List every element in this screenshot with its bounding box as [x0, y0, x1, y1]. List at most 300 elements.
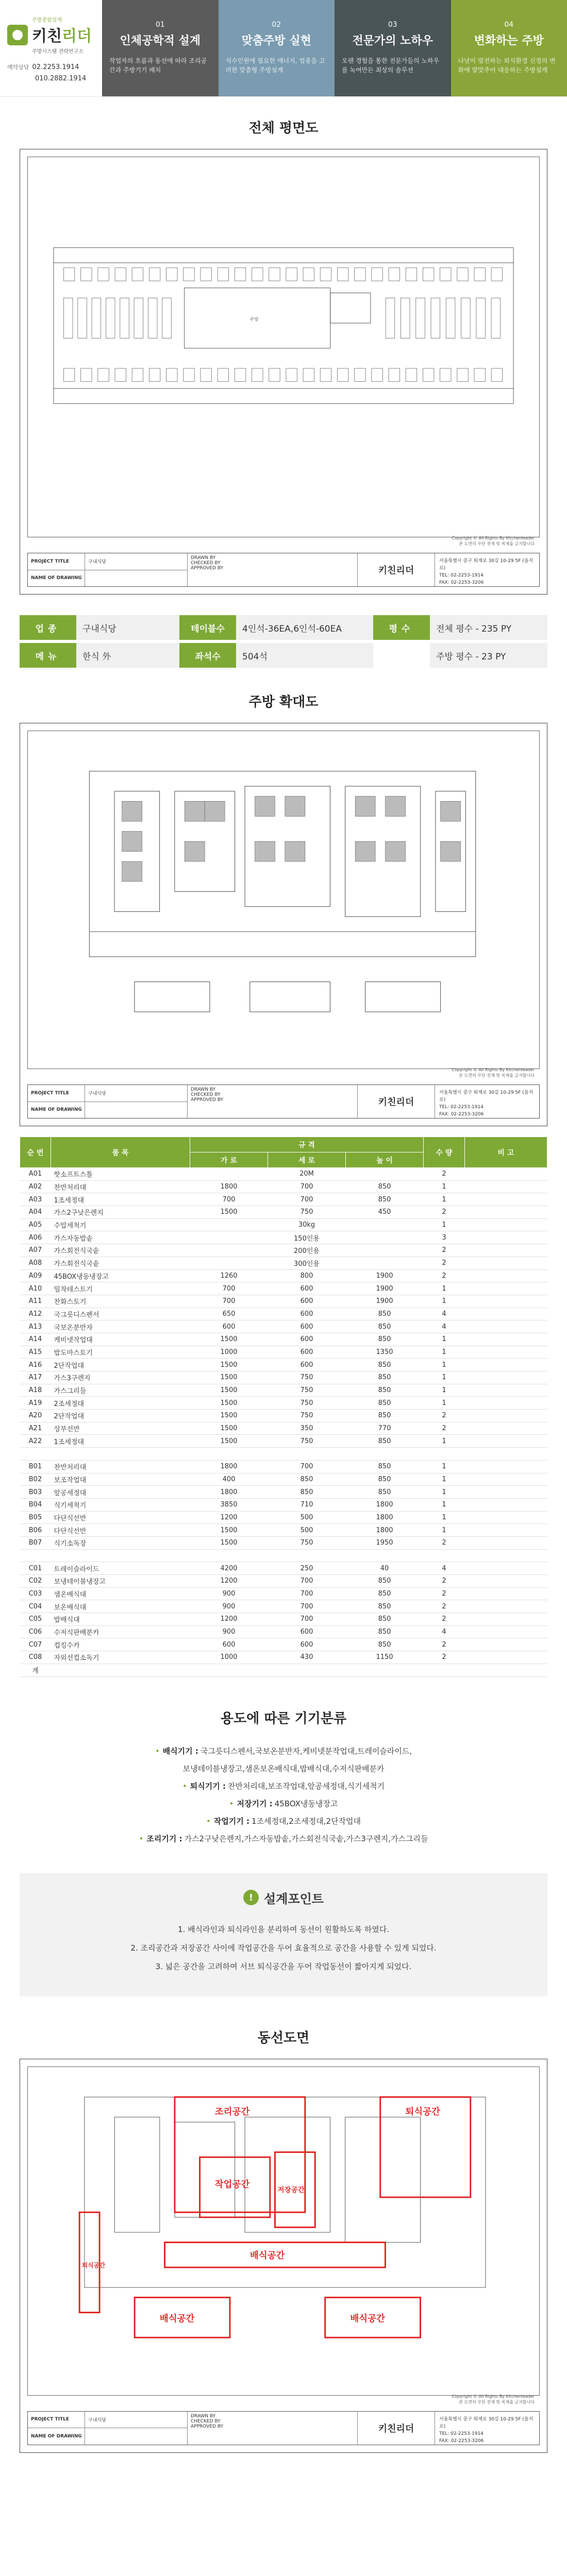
cell-w: 650: [190, 1308, 268, 1320]
bullet-icon: •: [229, 1799, 234, 1808]
cell-d: 500: [268, 1511, 346, 1524]
cell-item: 식기소독장: [51, 1536, 190, 1549]
cell-no: C02: [20, 1575, 51, 1588]
cell-qty: 4: [424, 1625, 465, 1638]
cell-d: 430: [268, 1651, 346, 1664]
cell-qty: 1: [424, 1473, 465, 1486]
section-title-overall-plan: 전체 평면도: [248, 121, 319, 136]
dining-table: [406, 268, 416, 281]
cell-item: 컵킹수카: [51, 1638, 190, 1651]
label-sub-dish: 퇴식공간: [82, 2261, 106, 2269]
cell-qty: 4: [424, 1562, 465, 1575]
info-row-1: [20, 615, 547, 640]
title-block-contact: [435, 1085, 539, 1118]
equipment-unit: [386, 796, 406, 817]
th-no: 순 번: [20, 1137, 51, 1168]
cell-note: [465, 1359, 547, 1371]
dining-table: [476, 298, 486, 338]
equipment-unit: [122, 801, 142, 821]
tb-tel: TEL: 02-2253-1914: [439, 573, 483, 578]
cell-item: 밥도마스토기: [51, 1346, 190, 1359]
title-block-left: [28, 553, 188, 586]
cell-d: 700: [268, 1613, 346, 1626]
cell-note: [465, 1244, 547, 1257]
tb-row-project: [28, 1085, 187, 1102]
cell-qty: 1: [424, 1397, 465, 1410]
cell-w: 1000: [190, 1346, 268, 1359]
cell-d: 850: [268, 1473, 346, 1486]
cell-item: 가스자동밥솥: [51, 1231, 190, 1244]
info-value-seats: 504석: [236, 643, 373, 668]
panel-title: 전문가의 노하우: [352, 35, 433, 47]
cell-qty: 2: [424, 1168, 465, 1181]
dining-table: [184, 268, 194, 281]
dining-table: [218, 368, 228, 381]
cell-no: A03: [20, 1193, 51, 1206]
cell-qty: 2: [424, 1600, 465, 1613]
tb-fax: FAX: 02-2253-3206: [439, 2438, 484, 2444]
section-title-flow-plan: 동선도면: [257, 2030, 310, 2046]
cell-note: [465, 1218, 547, 1231]
table-row: [20, 1231, 547, 1244]
cell-note: [465, 1498, 547, 1511]
project-title-value: 구내식당: [85, 1085, 187, 1101]
table-row: [20, 1295, 547, 1308]
dining-table: [162, 298, 172, 338]
cell-item: 보온배식대: [51, 1600, 190, 1613]
copyright-line-1: Copyright © All Rights By Kitchenleader: [452, 536, 535, 540]
cell-no: A15: [20, 1346, 51, 1359]
cell-h: 850: [346, 1308, 424, 1320]
title-block: [27, 2411, 540, 2445]
cell-note: [465, 1473, 547, 1486]
cell-h: 850: [346, 1193, 424, 1206]
dining-table: [372, 368, 382, 381]
table-row: [20, 1460, 547, 1473]
tb-row-drawing: [28, 1102, 187, 1118]
tb-address: 서울특별시 중구 퇴계로 30길 10-29 5F (을지로): [439, 1090, 533, 1103]
bullet-icon: •: [139, 1834, 144, 1843]
tb-row-project: [28, 553, 187, 570]
cell-note: [465, 1231, 547, 1244]
cell-no: A18: [20, 1384, 51, 1397]
brand-subtitle: 주방시스템 전략연구소: [32, 49, 84, 55]
cell-h: 850: [346, 1397, 424, 1410]
drawing-name-label: NAME OF DRAWING: [31, 1107, 82, 1113]
cell-w: 1800: [190, 1486, 268, 1499]
cell-h: [346, 1218, 424, 1231]
cell-w: 400: [190, 1473, 268, 1486]
cell-note: [465, 1664, 547, 1676]
design-points-heading: 설계포인트: [264, 1891, 324, 1906]
table-row: [20, 1638, 547, 1651]
cell-no: C01: [20, 1562, 51, 1575]
dining-table: [355, 368, 365, 381]
cell-note: [465, 1638, 547, 1651]
equipment-unit: [255, 796, 275, 817]
cell-qty: 1: [424, 1193, 465, 1206]
drawing-area: [27, 2066, 540, 2396]
bullet-icon: •: [182, 1781, 187, 1791]
panel-title: 변화하는 주방: [474, 35, 544, 47]
dining-table: [149, 368, 160, 381]
cell-no: A04: [20, 1206, 51, 1219]
cell-note: [465, 1422, 547, 1435]
cell-no: A20: [20, 1410, 51, 1422]
table-row: [20, 1511, 547, 1524]
dining-table: [286, 368, 297, 381]
cell-d: [268, 1664, 346, 1676]
dining-table: [166, 268, 177, 281]
copyright-line-2: 본 도면의 무단 전재 및 복제를 금지합니다: [459, 2399, 535, 2404]
table-row: [20, 1320, 547, 1333]
panel-title: 맞춤주방 실현: [241, 35, 311, 47]
title-block-mid: [188, 553, 358, 586]
cell-h: [346, 1257, 424, 1269]
dining-table: [92, 298, 101, 338]
cell-item: 트레이슬라이드: [51, 1562, 190, 1575]
cell-h: 850: [346, 1371, 424, 1384]
cell-d: 700: [268, 1575, 346, 1588]
cell-no: A14: [20, 1333, 51, 1346]
cell-no: A16: [20, 1359, 51, 1371]
cell-d: 350: [268, 1422, 346, 1435]
panel-number: 02: [272, 21, 281, 29]
cell-d: 600: [268, 1308, 346, 1320]
tb-company: 키친리더: [378, 1097, 414, 1108]
panel-title: 인체공학적 설계: [120, 35, 201, 47]
cell-h: 850: [346, 1473, 424, 1486]
cell-d: 20M: [268, 1168, 346, 1181]
dining-table: [134, 298, 143, 338]
copyright: [452, 535, 535, 547]
cell-item: [51, 1664, 190, 1676]
cell-d: 30kg: [268, 1218, 346, 1231]
cell-item: 가스3구렌지: [51, 1371, 190, 1384]
dining-table: [218, 268, 228, 281]
label-serve-left: 배식공간: [159, 2313, 195, 2324]
phone-2[interactable]: 010.2882.1914: [35, 75, 87, 82]
cell-qty: 1: [424, 1180, 465, 1193]
cell-qty: 1: [424, 1511, 465, 1524]
tb-checked: CHECKED BY: [191, 2418, 221, 2424]
equipment-unit: [285, 841, 305, 861]
label-serve-right: 배식공간: [350, 2313, 385, 2324]
classification-key: 작업기기 :: [213, 1816, 249, 1826]
cell-d: 850: [268, 1486, 346, 1499]
dining-table: [303, 268, 314, 281]
equipment-unit: [122, 832, 142, 852]
cell-h: 850: [346, 1410, 424, 1422]
cell-qty: [424, 1549, 465, 1562]
cell-qty: 2: [424, 1575, 465, 1588]
label-store: 저장공간: [277, 2185, 305, 2194]
cell-item: 식기세척기: [51, 1498, 190, 1511]
dining-table: [406, 368, 416, 381]
cell-w: 600: [190, 1638, 268, 1651]
cell-w: 4200: [190, 1562, 268, 1575]
flow-plan-drawing: [20, 2059, 547, 2453]
cell-w: 1500: [190, 1536, 268, 1549]
tb-tel: TEL: 02-2253-1914: [439, 2431, 483, 2436]
dining-table: [252, 268, 263, 281]
classification-item: [0, 1830, 567, 1848]
info-value-kitchen-area: 주방 평수 - 23 PY: [430, 643, 547, 668]
cell-qty: 1: [424, 1384, 465, 1397]
dining-table: [320, 268, 331, 281]
cell-item: 가스회전식국솥: [51, 1244, 190, 1257]
classification-value: 45BOX냉동냉장고: [274, 1799, 338, 1808]
table-row: [20, 1346, 547, 1359]
cell-w: 900: [190, 1600, 268, 1613]
cell-note: [465, 1257, 547, 1269]
cell-item: 다단식선반: [51, 1524, 190, 1537]
classification-item: [0, 1760, 567, 1777]
dining-table: [98, 368, 109, 381]
cell-no: C06: [20, 1625, 51, 1638]
cell-no: [20, 1448, 51, 1461]
cell-item: 샘온배식대: [51, 1587, 190, 1600]
section-title-classification: 용도에 따른 기기분류: [220, 1710, 347, 1726]
info-label-menu: 메뉴: [20, 643, 76, 668]
cell-note: [465, 1613, 547, 1626]
bullet-icon: •: [155, 1746, 160, 1756]
table-row: [20, 1486, 547, 1499]
phone-line-1: [7, 62, 95, 73]
cell-note: [465, 1384, 547, 1397]
cell-note: [465, 1562, 547, 1575]
cell-qty: 1: [424, 1333, 465, 1346]
cell-note: [465, 1460, 547, 1473]
table-row: [20, 1600, 547, 1613]
dining-table: [132, 368, 143, 381]
tb-address: 서울특별시 중구 퇴계로 30길 10-29 5F (을지로): [439, 558, 533, 571]
table-row: [20, 1193, 547, 1206]
cell-qty: 4: [424, 1308, 465, 1320]
drawing-name-value: [85, 1102, 187, 1118]
table-row: [20, 1206, 547, 1219]
copyright: [452, 2394, 535, 2405]
title-block-logo: [358, 553, 435, 586]
panel-number: 03: [388, 21, 397, 29]
classification-value: 국그릇디스펜서,국보온분반자,케비넷분작업대,트레이슬라이드,: [200, 1746, 412, 1756]
equipment-unit: [205, 801, 225, 821]
cell-no: C07: [20, 1638, 51, 1651]
cell-note: [465, 1448, 547, 1461]
cell-qty: 1: [424, 1524, 465, 1537]
cell-h: 850: [346, 1320, 424, 1333]
classification-item: [0, 1812, 567, 1830]
dining-table: [474, 268, 485, 281]
dining-table: [457, 368, 468, 381]
cell-note: [465, 1511, 547, 1524]
classification-key: 배식기기 :: [162, 1746, 198, 1756]
cell-qty: 1: [424, 1460, 465, 1473]
cell-item: 수저식판배분카: [51, 1625, 190, 1638]
tb-checked: CHECKED BY: [191, 1092, 221, 1097]
cell-qty: 2: [424, 1410, 465, 1422]
cell-d: 600: [268, 1282, 346, 1295]
copyright: [452, 1067, 535, 1078]
cell-h: 1800: [346, 1524, 424, 1537]
dining-table: [63, 368, 74, 381]
table-row: [20, 1257, 547, 1269]
drawing-name-value: [85, 570, 187, 587]
cell-note: [465, 1625, 547, 1638]
copyright-line-2: 본 도면의 무단 전재 및 복제를 금지합니다: [459, 541, 535, 546]
equipment-unit: [185, 801, 205, 821]
cell-qty: 1: [424, 1282, 465, 1295]
info-row-2: [20, 643, 547, 668]
cell-item: 밀착테스트기: [51, 1282, 190, 1295]
cell-w: 1200: [190, 1511, 268, 1524]
dining-table: [78, 298, 87, 338]
cell-h: [346, 1549, 424, 1562]
cell-w: 1500: [190, 1384, 268, 1397]
table-row: [20, 1435, 547, 1448]
classification-key: 퇴식기기 :: [190, 1781, 226, 1791]
dining-table: [431, 298, 440, 338]
cell-qty: 2: [424, 1269, 465, 1282]
dining-table: [474, 368, 485, 381]
title-block-mid: [188, 1085, 358, 1118]
cell-h: [346, 1448, 424, 1461]
title-block-contact: [435, 553, 539, 586]
cell-h: 850: [346, 1625, 424, 1638]
equipment-unit: [355, 841, 375, 861]
cell-h: 850: [346, 1613, 424, 1626]
cell-w: [190, 1244, 268, 1257]
cell-note: [465, 1193, 547, 1206]
classification-value: 가스2구낮은렌지,가스자동밥솥,가스회전식국솥,가스3구렌지,가스그리들: [184, 1834, 428, 1843]
project-title-value: 구내식당: [85, 2412, 187, 2428]
cell-no: A06: [20, 1231, 51, 1244]
dining-table: [81, 268, 92, 281]
cell-h: 850: [346, 1575, 424, 1588]
svg-text:주방: 주방: [249, 317, 259, 323]
cell-note: [465, 1651, 547, 1664]
cell-h: 850: [346, 1638, 424, 1651]
dining-table: [235, 268, 245, 281]
cell-d: 700: [268, 1587, 346, 1600]
table-row: [20, 1333, 547, 1346]
dining-table: [416, 298, 425, 338]
flow-plan-svg: [28, 2067, 539, 2395]
cell-item: 보냉테이블냉장고: [51, 1575, 190, 1588]
th-width: 가 로: [190, 1153, 268, 1168]
title-block-mid: [188, 2412, 358, 2445]
cell-w: 1500: [190, 1397, 268, 1410]
cell-no: A07: [20, 1244, 51, 1257]
dining-table: [81, 368, 92, 381]
dining-table: [337, 368, 348, 381]
brand-text: [32, 15, 92, 55]
table-row: [20, 1651, 547, 1664]
kitchen-plan-svg: [28, 731, 539, 1069]
cell-qty: 3: [424, 1231, 465, 1244]
classification-item: [0, 1795, 567, 1812]
cell-h: 850: [346, 1435, 424, 1448]
table-row: [20, 1371, 547, 1384]
cell-item: 45BOX냉동냉장고: [51, 1269, 190, 1282]
brand-name: [32, 23, 92, 46]
table-row: [20, 1575, 547, 1588]
brand-name-a: 키친: [32, 28, 62, 45]
tb-approved: APPROVED BY: [191, 566, 224, 571]
cell-no: A17: [20, 1371, 51, 1384]
cell-h: [346, 1244, 424, 1257]
equipment-unit: [185, 841, 205, 861]
project-title-label: PROJECT TITLE: [31, 558, 70, 564]
dining-table: [491, 268, 502, 281]
phone-1[interactable]: 02.2253.1914: [32, 63, 79, 71]
cell-note: [465, 1410, 547, 1422]
cell-w: 1500: [190, 1359, 268, 1371]
cell-no: C04: [20, 1600, 51, 1613]
cell-w: 1500: [190, 1524, 268, 1537]
classification-list: [0, 1742, 567, 1848]
cell-w: 3850: [190, 1498, 268, 1511]
dining-table: [386, 298, 395, 338]
cell-d: 300인용: [268, 1257, 346, 1269]
tb-approved: APPROVED BY: [191, 1097, 224, 1103]
cell-item: 케비넷작업대: [51, 1333, 190, 1346]
classification-key: 저장기기 :: [237, 1799, 273, 1808]
info-spacer: [373, 643, 430, 668]
cell-no: C08: [20, 1651, 51, 1664]
cell-qty: [424, 1664, 465, 1676]
brand-tagline: 주방종합설계: [32, 18, 62, 23]
cell-h: 850: [346, 1384, 424, 1397]
title-block-logo: [358, 1085, 435, 1118]
cell-note: [465, 1600, 547, 1613]
drawing-name-value: [85, 2428, 187, 2445]
table-row: [20, 1244, 547, 1257]
equipment-table-body: [20, 1168, 547, 1677]
project-title-value: 구내식당: [85, 553, 187, 570]
equipment-unit: [441, 841, 461, 861]
dining-table: [446, 298, 455, 338]
design-points: [20, 1873, 547, 1996]
dining-table: [423, 268, 433, 281]
cell-d: 600: [268, 1320, 346, 1333]
drawing-name-label: NAME OF DRAWING: [31, 575, 82, 581]
cell-h: 1800: [346, 1511, 424, 1524]
table-row: [20, 1625, 547, 1638]
equipment-unit: [122, 861, 142, 882]
cell-item: 찬화스토기: [51, 1295, 190, 1308]
info-label-seats: 좌석수: [179, 643, 236, 668]
dining-table: [149, 268, 160, 281]
cell-d: 150인용: [268, 1231, 346, 1244]
section-title-kitchen-plan: 주방 확대도: [248, 694, 319, 710]
cell-d: 800: [268, 1269, 346, 1282]
cell-w: 700: [190, 1193, 268, 1206]
cell-d: 700: [268, 1193, 346, 1206]
cell-w: 1260: [190, 1269, 268, 1282]
title-block: [27, 1084, 540, 1118]
overall-plan-svg: [28, 157, 539, 537]
info-value-tables: 4인석-36EA,6인석-60EA: [236, 615, 373, 640]
cell-item: 1조세정대: [51, 1435, 190, 1448]
panel-number: 04: [504, 21, 514, 29]
cell-qty: 2: [424, 1206, 465, 1219]
cell-h: 1350: [346, 1346, 424, 1359]
cell-note: [465, 1295, 547, 1308]
cell-no: B05: [20, 1511, 51, 1524]
table-row: [20, 1397, 547, 1410]
table-row: [20, 1168, 547, 1181]
